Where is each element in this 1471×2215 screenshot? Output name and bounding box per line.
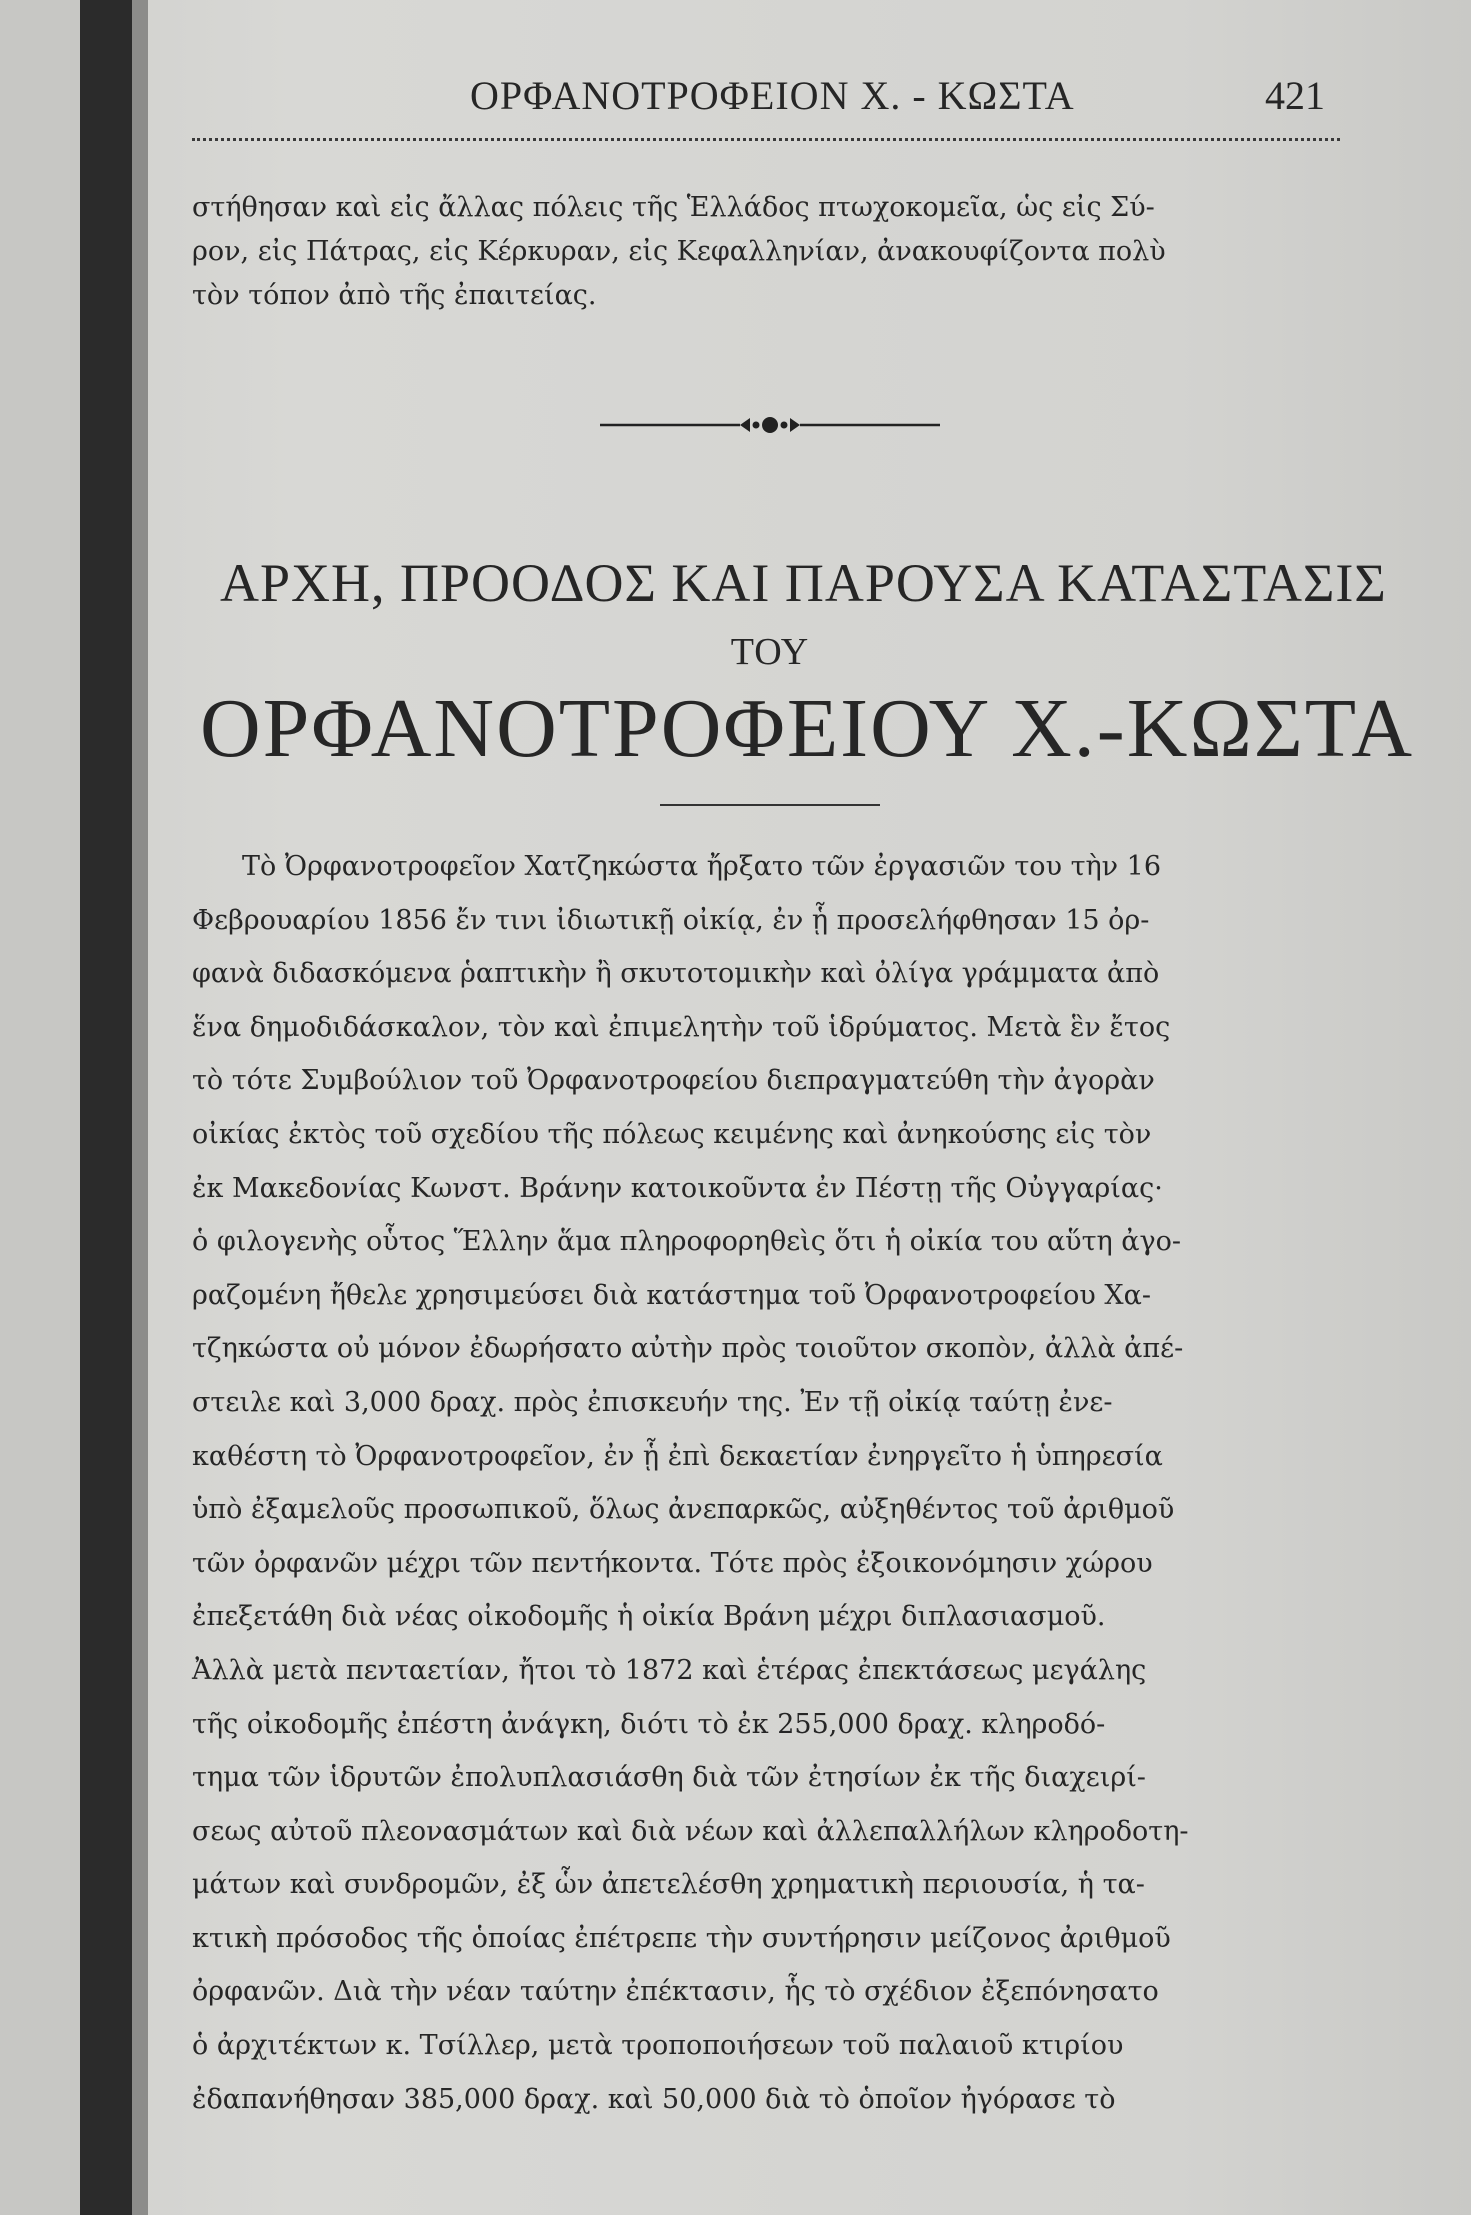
text-line: τὸ τότε Συμβούλιον τοῦ Ὀρφανοτροφείου διεπραγματεύθη τὴν ἀγορὰν (192, 1065, 1155, 1097)
text-line: τζηκώστα οὐ μόνον ἐδωρήσατο αὐτὴν πρὸς τοιοῦτον σκοπὸν, ἀλλὰ ἀπέ- (192, 1333, 1184, 1365)
text-line: κτικὴ πρόσοδος τῆς ὁποίας ἐπέτρεπε τὴν συντήρησιν μείζονος ἀριθμοῦ (192, 1922, 1171, 1954)
text-line: Ἀλλὰ μετὰ πενταετίαν, ἤτοι τὸ 1872 καὶ ἑτέρας ἐπεκτάσεως μεγάλης (192, 1654, 1147, 1686)
text-line: ὁ ἀρχιτέκτων κ. Τσίλλερ, μετὰ τροποποιήσεων τοῦ παλαιοῦ κτιρίου (192, 2030, 1124, 2062)
text-line: τημα τῶν ἱδρυτῶν ἐπολυπλασιάσθη διὰ τῶν ἐτησίων ἐκ τῆς διαχειρί- (192, 1762, 1146, 1794)
page-number: 421 (1265, 73, 1325, 118)
text-line: Τὸ Ὀρφανοτροφεῖον Χατζηκώστα ἤρξατο τῶν ἐργασιῶν του τὴν 16 (242, 851, 1162, 882)
text-line: ρον, εἰς Πάτρας, εἰς Κέρκυραν, εἰς Κεφαλληνίαν, ἀνακουφίζοντα πολὺ (192, 236, 1166, 267)
text-line: ἐκ Μακεδονίας Κωνστ. Βράνην κατοικοῦντα ἐν Πέστῃ τῆς Οὐγγαρίας· (192, 1172, 1163, 1204)
text-line: Φεβρουαρίου 1856 ἔν τινι ἰδιωτικῇ οἰκίᾳ, ἐν ᾗ προσελήφθησαν 15 ὀρ- (192, 904, 1150, 936)
text-line: ἐπεξετάθη διὰ νέας οἰκοδομῆς ἡ οἰκία Βράνη μέχρι διπλασιασμοῦ. (192, 1601, 1106, 1633)
book-gutter-edge (132, 0, 148, 2215)
text-line: ὁ φιλογενὴς οὗτος Ἕλλην ἅμα πληροφορηθεὶς ὅτι ἡ οἰκία του αὕτη ἀγο- (192, 1226, 1182, 1258)
text-line: καθέστη τὸ Ὀρφανοτροφεῖον, ἐν ᾗ ἐπὶ δεκαετίαν ἐνηργεῖτο ἡ ὑπηρεσία (192, 1440, 1163, 1472)
text-line: στειλε καὶ 3,000 δραχ. πρὸς ἐπισκευήν της. Ἐν τῇ οἰκίᾳ ταύτῃ ἐνε- (192, 1386, 1113, 1418)
section-title-line2: ΤΟΥ (730, 631, 810, 673)
page-left-margin (0, 0, 80, 2215)
text-line: σεως αὐτοῦ πλεονασμάτων καὶ διὰ νέων καὶ ἀλλεπαλλήλων κληροδοτη- (192, 1815, 1189, 1847)
main-paragraph (192, 840, 1342, 2126)
text-line: μάτων καὶ συνδρομῶν, ἐξ ὧν ἀπετελέσθη χρηματικὴ περιουσία, ἡ τα- (192, 1869, 1145, 1901)
section-divider-ornament (580, 410, 960, 440)
text-line: ὀρφανῶν. Διὰ τὴν νέαν ταύτην ἐπέκτασιν, ἧς τὸ σχέδιον ἐξεπόνησατο (192, 1976, 1159, 2008)
running-head: ΟΡΦΑΝΟΤΡΟΦΕΙΟΝ Χ. - ΚΩΣΤΑ (470, 73, 1075, 118)
text-line: ραζομένη ἤθελε χρησιμεύσει διὰ κατάστημα τοῦ Ὀρφανοτροφείου Χα- (192, 1279, 1151, 1311)
intro-paragraph (192, 186, 1342, 318)
book-gutter-shadow (80, 0, 132, 2215)
text-line: τῆς οἰκοδομῆς ἐπέστη ἀνάγκη, διότι τὸ ἐκ 255,000 δραχ. κληροδό- (192, 1708, 1106, 1740)
text-line: φανὰ διδασκόμενα ῥαπτικὴν ἢ σκυτοτομικὴν καὶ ὀλίγα γράμματα ἀπὸ (192, 958, 1160, 990)
text-line: ὑπὸ ἐξαμελοῦς προσωπικοῦ, ὅλως ἀνεπαρκῶς, αὐξηθέντος τοῦ ἀριθμοῦ (192, 1494, 1175, 1526)
section-title-line1: ΑΡΧΗ, ΠΡΟΟΔΟΣ ΚΑΙ ΠΑΡΟΥΣΑ ΚΑΤΑΣΤΑΣΙΣ (220, 553, 1387, 613)
text-line: στήθησαν καὶ εἰς ἄλλας πόλεις τῆς Ἑλλάδος πτωχοκομεῖα, ὡς εἰς Σύ- (192, 192, 1155, 223)
header-dotted-rule (192, 138, 1340, 141)
section-title-line3: ΟΡΦΑΝΟΤΡΟΦΕΙΟΥ Χ.-ΚΩΣΤΑ (200, 682, 1415, 775)
text-line: τῶν ὀρφανῶν μέχρι τῶν πεντήκοντα. Τότε πρὸς ἐξοικονόμησιν χώρου (192, 1547, 1153, 1579)
text-line: τὸν τόπον ἀπὸ τῆς ἐπαιτείας. (192, 280, 597, 311)
title-underline-rule (660, 804, 880, 806)
text-line: ἕνα δημοδιδάσκαλον, τὸν καὶ ἐπιμελητὴν τοῦ ἱδρύματος. Μετὰ ἓν ἔτος (192, 1011, 1171, 1043)
text-line: οἰκίας ἐκτὸς τοῦ σχεδίου τῆς πόλεως κειμένης καὶ ἀνηκούσης εἰς τὸν (192, 1118, 1152, 1150)
text-line: ἐδαπανήθησαν 385,000 δραχ. καὶ 50,000 διὰ τὸ ὁποῖον ἠγόρασε τὸ (192, 2083, 1116, 2115)
